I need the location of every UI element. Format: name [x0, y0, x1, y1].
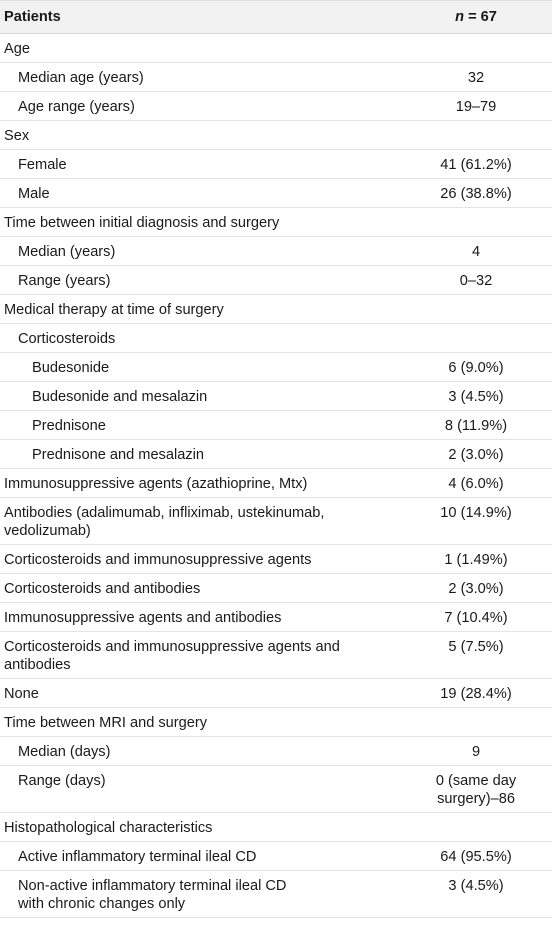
row-label: Prednisone and mesalazin	[0, 440, 400, 469]
row-value: 4	[400, 237, 552, 266]
row-value	[400, 708, 552, 737]
table-row	[0, 440, 552, 469]
row-label: Histopathological characteristics	[0, 813, 400, 842]
table-row	[0, 632, 552, 679]
row-label: Corticosteroids and antibodies	[0, 574, 400, 603]
row-label: Range (days)	[0, 766, 400, 813]
row-value: 3 (4.5%)	[400, 871, 552, 918]
table-row	[0, 92, 552, 121]
table-row	[0, 679, 552, 708]
row-label: Median (days)	[0, 737, 400, 766]
row-label: Corticosteroids and immunosuppressive agents	[0, 545, 400, 574]
row-value	[400, 813, 552, 842]
row-value	[400, 121, 552, 150]
row-label: Prednisone	[0, 411, 400, 440]
row-value: 19 (28.4%)	[400, 679, 552, 708]
table-row	[0, 150, 552, 179]
row-value: 26 (38.8%)	[400, 179, 552, 208]
row-value: 41 (61.2%)	[400, 150, 552, 179]
row-value: 0–32	[400, 266, 552, 295]
header-n-value: = 67	[464, 9, 497, 25]
table-row	[0, 871, 552, 918]
row-value: 64 (95.5%)	[400, 842, 552, 871]
row-label: Median age (years)	[0, 63, 400, 92]
row-value: 2 (3.0%)	[400, 574, 552, 603]
table-row	[0, 179, 552, 208]
table-row	[0, 708, 552, 737]
row-value	[400, 295, 552, 324]
row-value: 7 (10.4%)	[400, 603, 552, 632]
table-row	[0, 766, 552, 813]
table-row	[0, 324, 552, 353]
table-row	[0, 63, 552, 92]
row-label: Antibodies (adalimumab, infliximab, ustekinumab, vedolizumab)	[0, 498, 400, 545]
row-label: Immunosuppressive agents and antibodies	[0, 603, 400, 632]
row-label: Age range (years)	[0, 92, 400, 121]
row-label: Non-active inflammatory terminal ileal CD with chronic changes only	[0, 871, 400, 918]
row-label: Male	[0, 179, 400, 208]
row-value: 32	[400, 63, 552, 92]
row-value: 5 (7.5%)	[400, 632, 552, 679]
row-value: 1 (1.49%)	[400, 545, 552, 574]
header-patients-label: Patients	[0, 1, 400, 34]
table-row	[0, 603, 552, 632]
row-value	[400, 208, 552, 237]
row-label: Corticosteroids	[0, 324, 400, 353]
row-label: Budesonide and mesalazin	[0, 382, 400, 411]
row-value: 2 (3.0%)	[400, 440, 552, 469]
table-row	[0, 545, 552, 574]
table-row	[0, 382, 552, 411]
table-header-row	[0, 1, 552, 34]
table-row	[0, 469, 552, 498]
row-label: Budesonide	[0, 353, 400, 382]
table-row	[0, 121, 552, 150]
table-body	[0, 34, 552, 918]
row-label: Time between initial diagnosis and surgery	[0, 208, 400, 237]
row-label: Female	[0, 150, 400, 179]
row-label: Medical therapy at time of surgery	[0, 295, 400, 324]
table-row	[0, 34, 552, 63]
table-row	[0, 737, 552, 766]
table-row	[0, 295, 552, 324]
row-label: Corticosteroids and immunosuppressive agents and antibodies	[0, 632, 400, 679]
header-n-count	[400, 1, 552, 34]
row-label: Sex	[0, 121, 400, 150]
row-label: Median (years)	[0, 237, 400, 266]
row-label: Time between MRI and surgery	[0, 708, 400, 737]
row-value: 8 (11.9%)	[400, 411, 552, 440]
table-row	[0, 498, 552, 545]
row-value: 19–79	[400, 92, 552, 121]
row-value	[400, 324, 552, 353]
table-row	[0, 208, 552, 237]
row-value: 0 (same day surgery)–86	[400, 766, 552, 813]
table-row	[0, 353, 552, 382]
header-n-symbol: n	[455, 9, 465, 25]
table-row	[0, 813, 552, 842]
row-value	[400, 34, 552, 63]
row-value: 6 (9.0%)	[400, 353, 552, 382]
row-value: 4 (6.0%)	[400, 469, 552, 498]
row-label: None	[0, 679, 400, 708]
row-label: Age	[0, 34, 400, 63]
table-row	[0, 411, 552, 440]
row-label: Active inflammatory terminal ileal CD	[0, 842, 400, 871]
table-row	[0, 842, 552, 871]
table-row	[0, 266, 552, 295]
row-value: 9	[400, 737, 552, 766]
row-label: Immunosuppressive agents (azathioprine, Mtx)	[0, 469, 400, 498]
row-value: 10 (14.9%)	[400, 498, 552, 545]
table-row	[0, 237, 552, 266]
row-value: 3 (4.5%)	[400, 382, 552, 411]
row-label: Range (years)	[0, 266, 400, 295]
table-row	[0, 574, 552, 603]
